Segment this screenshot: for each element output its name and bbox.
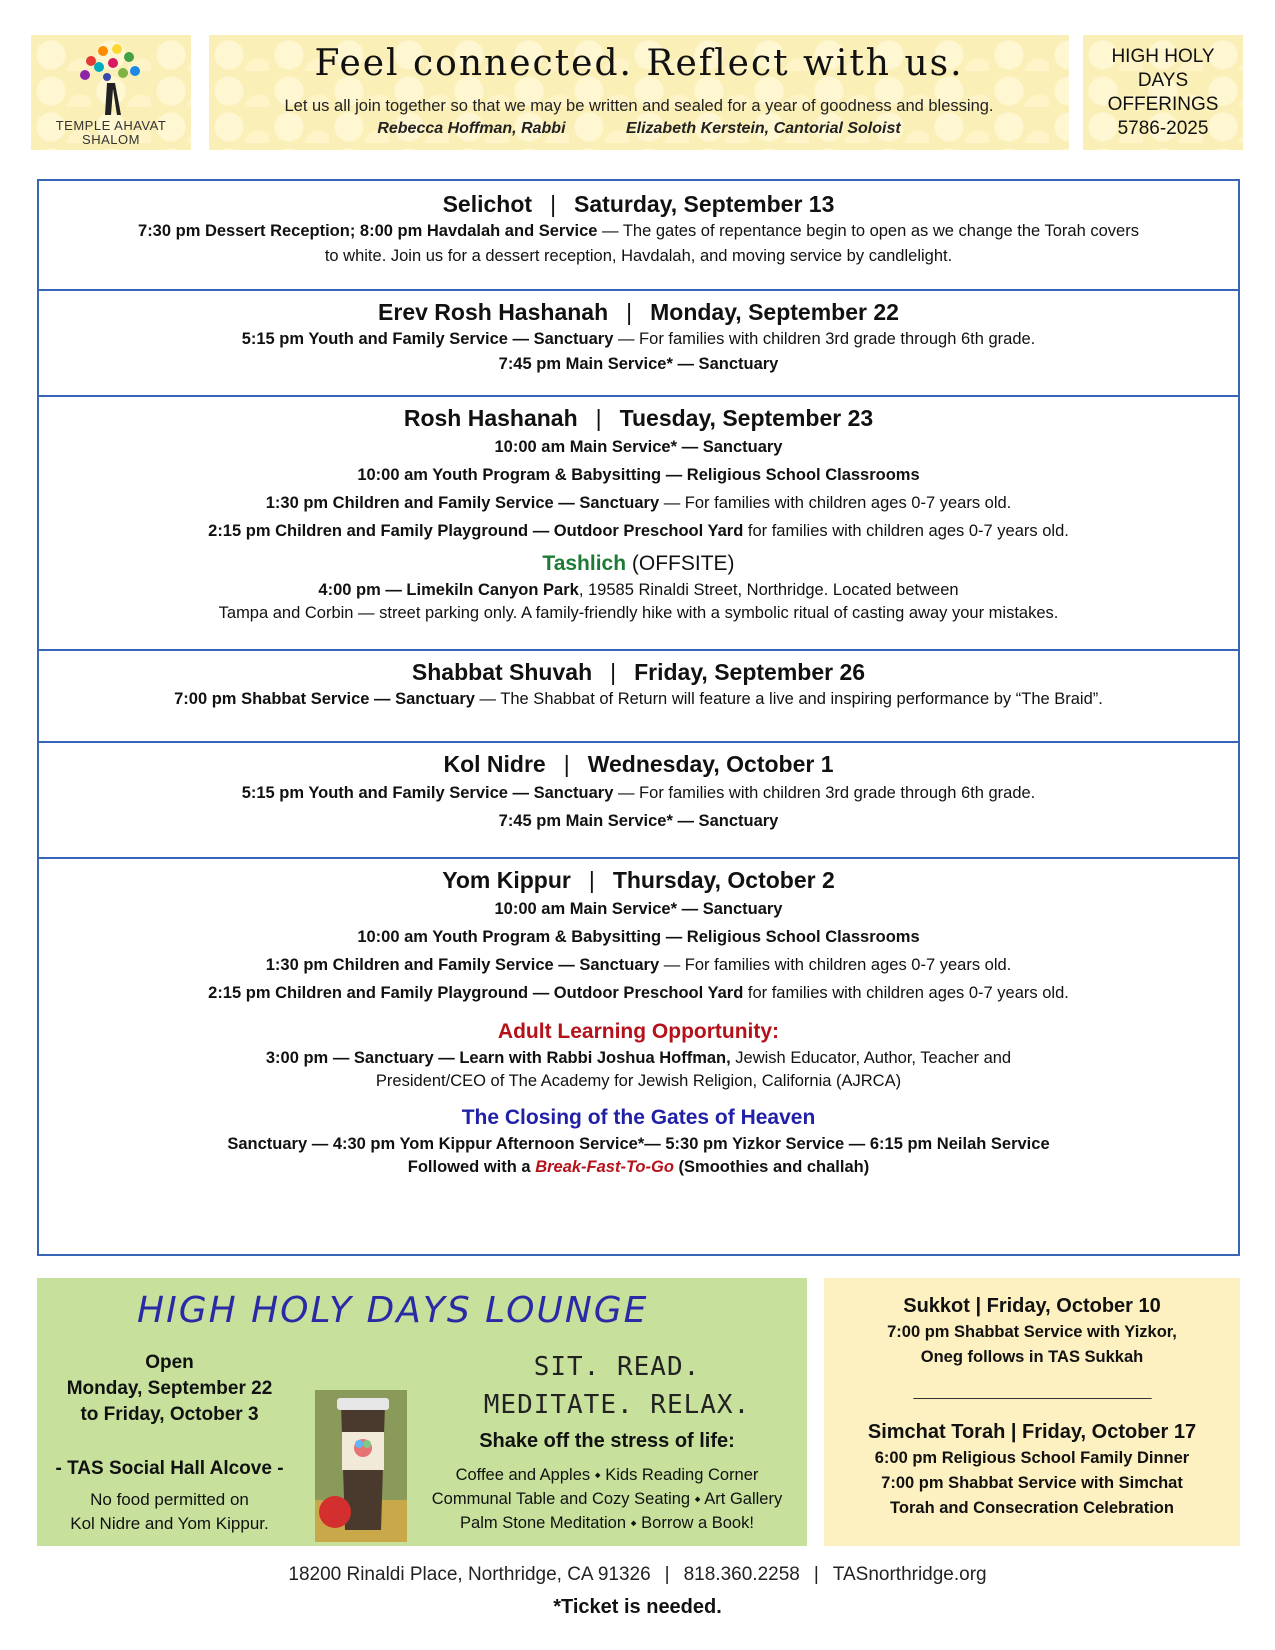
- break-fast-label: Break-Fast-To-Go: [535, 1158, 674, 1176]
- event-line: 10:00 am Youth Program & Babysitting — Religious School Classrooms: [357, 928, 920, 946]
- lounge-open-dates: Open Monday, September 22 to Friday, October 3: [66, 1352, 273, 1425]
- offerings-line: 5786-2025: [1117, 118, 1209, 139]
- event-line: Sanctuary — 4:30 pm Yom Kippur Afternoon Service*— 5:30 pm Yizkor Service — 6:15 pm Neilah Service: [227, 1135, 1050, 1153]
- section-divider: [39, 857, 1238, 859]
- lounge-location: - TAS Social Hall Alcove -: [55, 1458, 284, 1479]
- offerings-line: HIGH HOLY: [1111, 46, 1215, 67]
- event-line: Oneg follows in TAS Sukkah: [920, 1348, 1144, 1366]
- section-selichot: [39, 189, 1238, 269]
- holiday-name: Yom Kippur: [442, 867, 571, 893]
- section-divider: [39, 649, 1238, 651]
- tree-logo-icon: [71, 39, 151, 119]
- coffee-cup-photo: [315, 1390, 407, 1542]
- logo-text-line1: TEMPLE AHAVAT: [55, 118, 167, 133]
- rabbi-name: Rebecca Hoffman, Rabbi: [377, 120, 566, 137]
- offerings-box: [1083, 35, 1243, 150]
- section-heading: [39, 749, 1238, 779]
- event-line: 10:00 am Main Service* — Sanctuary: [494, 900, 783, 918]
- holiday-name: Rosh Hashanah: [403, 405, 578, 431]
- closing-gates-heading: The Closing of the Gates of Heaven: [461, 1106, 816, 1129]
- section-kol-nidre: [39, 749, 1238, 835]
- section-yom-kippur: [39, 865, 1238, 1179]
- header-banner: [209, 35, 1069, 150]
- page-subtitle: Let us all join together so that we may be written and sealed for a year of goodness and blessing.: [284, 97, 994, 115]
- clergy-names: [209, 120, 1069, 138]
- holiday-date: Friday, September 26: [634, 659, 866, 685]
- event-line: Torah and Consecration Celebration: [890, 1499, 1174, 1517]
- event-line: 7:00 pm Shabbat Service with Yizkor,: [887, 1323, 1177, 1341]
- coffee-cup-icon: [315, 1390, 407, 1542]
- sukkot-divider: ______________________________: [913, 1383, 1151, 1400]
- lounge-tagline: SIT. READ. MEDITATE. RELAX.: [483, 1352, 751, 1420]
- event-line: 4:00 pm — Limekiln Canyon Park, 19585 Rinaldi Street, Northridge. Located between: [318, 581, 959, 599]
- section-rosh-hashanah: [39, 403, 1238, 625]
- footer-contact: 18200 Rinaldi Place, Northridge, CA 91326 | 818.360.2258 | TASnorthridge.org: [288, 1564, 987, 1585]
- section-shabbat-shuvah: [39, 657, 1238, 712]
- holiday-date: Monday, September 22: [650, 299, 899, 325]
- holiday-name: Kol Nidre: [443, 751, 546, 777]
- section-heading: [39, 657, 1238, 687]
- holiday-date: Wednesday, October 1: [587, 751, 834, 777]
- section-heading: [39, 403, 1238, 433]
- heading-separator: |: [595, 405, 602, 431]
- lounge-note: No food permitted on Kol Nidre and Yom Kippur.: [70, 1490, 269, 1533]
- event-line: 7:30 pm Dessert Reception; 8:00 pm Havdalah and Service — The gates of repentance begin to open as we change the Torah covers: [138, 222, 1139, 240]
- list-item: Coffee and Apples ⬩ Kids Reading Corner: [455, 1466, 759, 1484]
- section-divider: [39, 289, 1238, 291]
- list-item: Communal Table and Cozy Seating ⬩ Art Gallery: [431, 1490, 783, 1508]
- holiday-name: Erev Rosh Hashanah: [378, 299, 609, 325]
- section-divider: [39, 741, 1238, 743]
- event-line: 7:45 pm Main Service* — Sanctuary: [498, 355, 779, 373]
- section-erev-rosh-hashanah: [39, 297, 1238, 377]
- offerings-line: DAYS: [1137, 70, 1189, 91]
- schedule-box: [37, 179, 1240, 1256]
- lounge-box: [37, 1278, 807, 1546]
- logo-text-line2: SHALOM: [82, 132, 140, 147]
- event-line: 7:00 pm Shabbat Service with Simchat: [881, 1474, 1183, 1492]
- website-link[interactable]: TASnorthridge.org: [832, 1564, 987, 1585]
- lounge-title: HIGH HOLY DAYS LOUNGE: [137, 1290, 649, 1331]
- simchat-torah-heading: Simchat Torah | Friday, October 17: [867, 1421, 1197, 1443]
- sukkot-box: [824, 1278, 1240, 1546]
- event-line: 10:00 am Main Service* — Sanctuary: [494, 438, 783, 456]
- holiday-date: Thursday, October 2: [612, 867, 835, 893]
- event-line: 1:30 pm Children and Family Service — Sanctuary — For families with children ages 0-7 years old.: [265, 494, 1012, 512]
- ticket-note: *Ticket is needed.: [553, 1596, 722, 1618]
- cantor-name: Elizabeth Kerstein, Cantorial Soloist: [625, 120, 901, 137]
- section-divider: [39, 395, 1238, 397]
- event-line: 5:15 pm Youth and Family Service — Sanctuary — For families with children 3rd grade through 6th grade.: [241, 330, 1036, 348]
- event-line: to white. Join us for a dessert reception, Havdalah, and moving service by candlelight.: [324, 247, 953, 265]
- section-heading: [39, 297, 1238, 327]
- heading-separator: |: [588, 867, 595, 893]
- holiday-name: Selichot: [442, 191, 533, 217]
- heading-separator: |: [626, 299, 633, 325]
- event-line: 3:00 pm — Sanctuary — Learn with Rabbi Joshua Hoffman, Jewish Educator, Author, Teacher and: [265, 1049, 1012, 1067]
- holiday-date: Tuesday, September 23: [619, 405, 874, 431]
- event-line: 2:15 pm Children and Family Playground — Outdoor Preschool Yard for families with children ages 0-7 years old.: [208, 984, 1069, 1002]
- sukkot-heading: Sukkot | Friday, October 10: [903, 1295, 1161, 1317]
- event-line: 6:00 pm Religious School Family Dinner: [874, 1449, 1190, 1467]
- lounge-shake-heading: Shake off the stress of life:: [479, 1430, 735, 1452]
- lounge-features: [407, 1463, 807, 1535]
- event-line: 5:15 pm Youth and Family Service — Sanctuary — For families with children 3rd grade through 6th grade.: [241, 784, 1036, 802]
- section-heading: [39, 189, 1238, 219]
- event-line: 7:00 pm Shabbat Service — Sanctuary — The Shabbat of Return will feature a live and inspiring performance by “The Braid”.: [174, 690, 1103, 708]
- event-line: 10:00 am Youth Program & Babysitting — Religious School Classrooms: [357, 466, 920, 484]
- heading-separator: |: [610, 659, 617, 685]
- address: 18200 Rinaldi Place, Northridge, CA 91326: [288, 1564, 651, 1585]
- offerings-line: OFFERINGS: [1107, 94, 1219, 115]
- phone: 818.360.2258: [683, 1564, 800, 1585]
- event-line: President/CEO of The Academy for Jewish Religion, California (AJRCA): [375, 1072, 902, 1090]
- holiday-name: Shabbat Shuvah: [411, 659, 593, 685]
- logo: [31, 35, 191, 150]
- heading-separator: |: [563, 751, 570, 777]
- holiday-date: Saturday, September 13: [574, 191, 835, 217]
- tashlich-heading: Tashlich (OFFSITE): [542, 552, 735, 575]
- heading-separator: |: [550, 191, 557, 217]
- event-line: 1:30 pm Children and Family Service — Sanctuary — For families with children ages 0-7 years old.: [265, 956, 1012, 974]
- page-title: Feel connected. Reflect with us.: [314, 43, 964, 84]
- section-heading: [39, 865, 1238, 895]
- event-line: 7:45 pm Main Service* — Sanctuary: [498, 812, 779, 830]
- adult-learning-heading: Adult Learning Opportunity:: [497, 1020, 780, 1043]
- event-line: Followed with a Break-Fast-To-Go (Smoothies and challah): [407, 1158, 870, 1176]
- list-item: Palm Stone Meditation ⬩ Borrow a Book!: [460, 1514, 754, 1532]
- event-line: 2:15 pm Children and Family Playground — Outdoor Preschool Yard for families with children ages 0-7 years old.: [208, 522, 1069, 540]
- event-line: Tampa and Corbin — street parking only. A family-friendly hike with a symbolic ritual of casting away your mistakes.: [218, 604, 1059, 622]
